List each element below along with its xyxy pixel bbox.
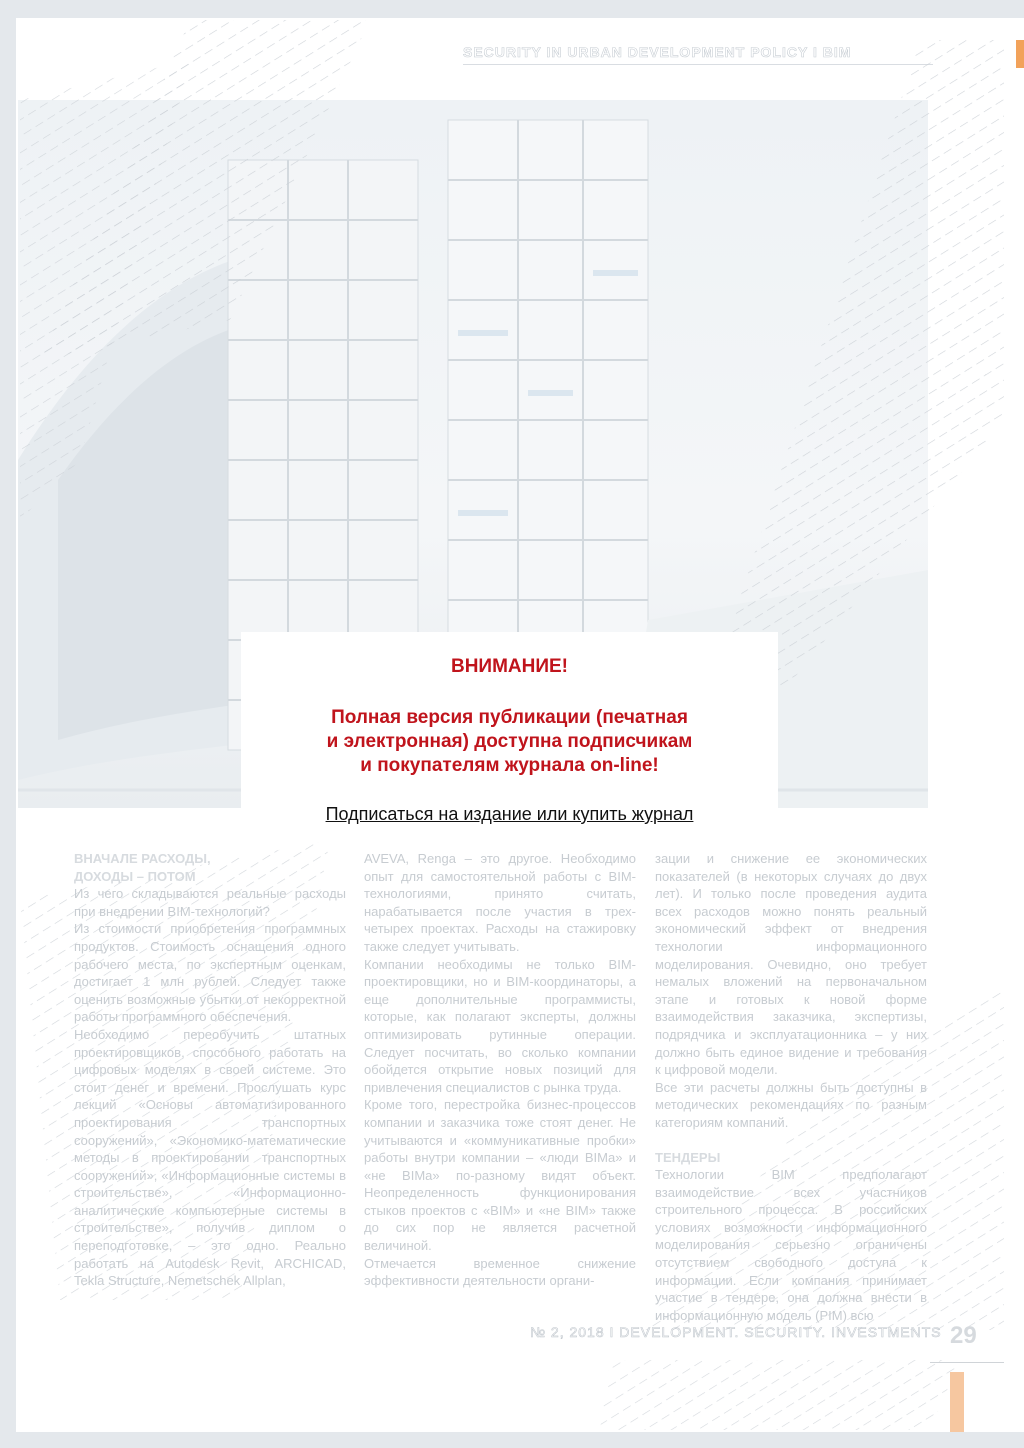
- paragraph: зации и снижение ее экономических показателей (в некоторых случаях до двух лет). И только после проведения аудита всех расходов можно понять реальный экономический эффект от внедрения технологии информационного моделирования. Очевидно, оно требует немалых вложений на первоначальном этапе и готовых к новой форме взаимодействия заказчика, экспертизы, подрядчика и эксплуатационника – у них должно быть единое видение и требования к цифровой модели.: [655, 851, 927, 1078]
- subscription-notice: [241, 632, 778, 838]
- notice-body-line: и покупателям журнала on-line!: [360, 755, 659, 776]
- article-column-2: [364, 850, 636, 1290]
- paragraph: Кроме того, перестройка бизнес-процессов компании и заказчика тоже стоят денег. Не учитываются и «коммуникативные пробки» работы внутри компании – «люди BIMа» и «не BIMа» по-разному видят объект. Неопределенность функционирования стыков проектов с «BIM» и «не BIM» также до сих пор не является расчетной величиной.: [364, 1097, 636, 1254]
- running-header: SECURITY IN URBAN DEVELOPMENT POLICY I BIM: [463, 44, 852, 60]
- article-column-1: [74, 850, 346, 1290]
- section-heading: ВНАЧАЛЕ РАСХОДЫ,: [74, 851, 211, 866]
- subscribe-link[interactable]: Подписаться на издание или купить журнал: [325, 804, 694, 824]
- section-heading: ДОХОДЫ – ПОТОМ: [74, 868, 196, 884]
- paragraph: AVEVA, Renga – это другое. Необходимо опыт для самостоятельной работы с BIM-технологиями, принято считать, нарабатывается после участия в трех-четырех проектах. Расходы на стажировку также следует учитывать.: [364, 851, 636, 954]
- paragraph: Все эти расчеты должны быть доступны в методических рекомендациях по разным категориям компаний.: [655, 1079, 927, 1130]
- paragraph: Из чего складываются реальные расходы при внедрении BIM-технологий?: [74, 886, 346, 919]
- paragraph: Необходимо переобучить штатных проектировщиков, способного работать на цифровых моделях в своей системе. Это стоит денег и времени. Прослушать курс лекций «Основы автоматизированного проектирования транспортных сооружений», «Экономико-математические методы в проектировании транспортных сооружений», «Информационные системы в строительстве», «Информационно-аналитические компьютерные системы в строительстве», получив диплом о переподготовке, – это одно. Реально работать на Autodesk Revit, ARCHICAD, Tekla Structure, Nemetschek Allplan,: [74, 1026, 346, 1289]
- section-heading: ТЕНДЕРЫ: [655, 1149, 721, 1165]
- footer-rule: [930, 1362, 1004, 1363]
- paragraph: Из стоимости приобретения программных продуктов. Стоимость оснащения одного рабочего места, по экспертным оценкам, достигает 1 млн рублей. Следует также оценить возможные убытки от некорректной работы программного обеспечения.: [74, 921, 346, 1025]
- notice-body: [241, 706, 778, 778]
- page-number: 29: [950, 1322, 977, 1349]
- footer-issue-line: № 2, 2018 I DEVELOPMENT. SECURITY. INVESTMENTS: [530, 1324, 942, 1340]
- notice-title: ВНИМАНИЕ!: [450, 656, 569, 677]
- paragraph: Компании необходимы не только BIM-проектировщики, но и BIM-координаторы, а еще дополнительные программисты, которые, как полагают эксперты, должны оптимизировать рутинные операции. Следует посчитать, во сколько компании обойдется открытие новых позиций для привлечения специалистов с рынка труда.: [364, 956, 636, 1095]
- paragraph: Отмечается временное снижение эффективности деятельности органи-: [364, 1255, 636, 1289]
- notice-body-line: и электронная) доступна подписчикам: [326, 731, 693, 752]
- notice-body-line: Полная версия публикации (печатная: [331, 707, 688, 728]
- paragraph: Технологии BIM предполагают взаимодействие всех участников строительного процесса. В российских условиях возможности информационного моделирования серьезно ограничены отсутствием свободного доступа к информации. Если компания принимает участие в тендере, она должна внести в информационную модель (PIM) всю: [655, 1167, 927, 1323]
- article-column-3: [655, 850, 927, 1324]
